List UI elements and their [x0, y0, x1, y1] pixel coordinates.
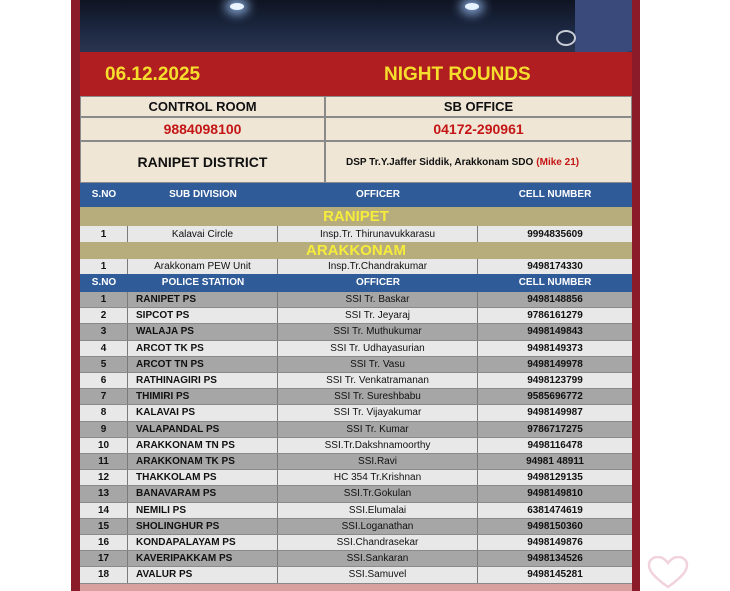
row-station: VALAPANDAL PS	[128, 422, 278, 437]
row-officer: SSI Tr. Jeyaraj	[278, 308, 478, 323]
row-cell: 94981 48911	[526, 456, 584, 468]
col-officer: OFFICER	[356, 277, 400, 288]
table-row	[80, 259, 632, 274]
row-sno: 11	[80, 454, 128, 469]
row-cell: 6381474619	[527, 504, 583, 516]
title-bar	[80, 52, 632, 96]
row-station: KONDAPALAYAM PS	[128, 535, 278, 550]
row-officer: SSI Tr. Udhayasurian	[278, 341, 478, 356]
table-row	[80, 292, 632, 308]
dsp-callsign: (Mike 21)	[536, 156, 580, 168]
row-officer: SSI Tr. Sureshbabu	[278, 389, 478, 404]
row-officer: SSI.Elumalai	[278, 503, 478, 518]
col-sub-division: SUB DIVISION	[169, 189, 237, 200]
row-station: ARCOT TK PS	[128, 341, 278, 356]
officer-silhouette	[575, 0, 632, 52]
table-row	[80, 389, 632, 405]
row-officer: SSI.Tr.Dakshnamoorthy	[278, 438, 478, 453]
row-officer: SSI.Chandrasekar	[278, 535, 478, 550]
col-police-station: POLICE STATION	[161, 277, 245, 288]
row-station: SHOLINGHUR PS	[128, 519, 278, 534]
row-station: ARAKKONAM TN PS	[128, 438, 278, 453]
row-officer: SSI Tr. Vasu	[278, 357, 478, 372]
district-name: RANIPET DISTRICT	[80, 141, 325, 183]
row-cell: 9498145281	[527, 569, 583, 581]
col-officer: OFFICER	[356, 189, 400, 200]
table-row	[80, 535, 632, 551]
table-row	[80, 438, 632, 454]
row-officer: SSI Tr. Kumar	[278, 422, 478, 437]
table-row	[80, 324, 632, 340]
row-station: KAVERIPAKKAM PS	[128, 551, 278, 566]
row-cell: 9498149987	[527, 407, 583, 419]
row-sno: 6	[80, 373, 128, 388]
row-cell: 9498149876	[527, 537, 583, 549]
station-table-header	[80, 274, 632, 292]
row-cell: 9498149978	[527, 358, 583, 370]
section-ranipet: RANIPET	[80, 207, 632, 226]
table-row	[80, 503, 632, 519]
row-cell: 9498129135	[527, 472, 583, 484]
row-sno: 1	[80, 226, 128, 242]
row-officer: SSI.Samuvel	[278, 567, 478, 582]
row-sno: 9	[80, 422, 128, 437]
row-station: RANIPET PS	[128, 292, 278, 307]
table-row	[80, 470, 632, 486]
row-cell: 9786161279	[527, 310, 583, 322]
row-station: KALAVAI PS	[128, 405, 278, 420]
row-station: WALAJA PS	[128, 324, 278, 339]
row-cell: 9585696772	[527, 391, 583, 403]
row-station: NEMILI PS	[128, 503, 278, 518]
table-row	[80, 551, 632, 567]
row-sno: 14	[80, 503, 128, 518]
row-station: BANAVARAM PS	[128, 486, 278, 501]
row-officer: SSI.Loganathan	[278, 519, 478, 534]
row-station: ARCOT TN PS	[128, 357, 278, 372]
row-sno: 1	[80, 259, 128, 274]
row-sno: 13	[80, 486, 128, 501]
footer-strip	[80, 584, 632, 591]
row-unit: Arakkonam PEW Unit	[128, 259, 278, 274]
handcuff-icon	[556, 30, 576, 46]
sb-office-label: SB OFFICE	[325, 96, 632, 117]
row-sno: 12	[80, 470, 128, 485]
table-row	[80, 341, 632, 357]
subdivision-table-header	[80, 183, 632, 207]
dsp-name: DSP Tr.Y.Jaffer Siddik, Arakkonam SDO	[346, 156, 534, 168]
row-cell: 9498148856	[527, 294, 583, 306]
row-officer: SSI.Sankaran	[278, 551, 478, 566]
police-vehicle-photo	[80, 0, 632, 52]
col-sno: S.NO	[91, 277, 117, 288]
row-station: RATHINAGIRI PS	[128, 373, 278, 388]
dsp-info	[325, 141, 632, 183]
heart-watermark-icon	[646, 556, 690, 590]
row-sno: 17	[80, 551, 128, 566]
row-officer: Insp.Tr.Chandrakumar	[278, 259, 478, 274]
row-officer: SSI Tr. Vijayakumar	[278, 405, 478, 420]
section-arakkonam: ARAKKONAM	[80, 242, 632, 259]
row-sno: 15	[80, 519, 128, 534]
table-row	[80, 519, 632, 535]
row-sno: 7	[80, 389, 128, 404]
row-station: THAKKOLAM PS	[128, 470, 278, 485]
row-officer: SSI.Tr.Gokulan	[278, 486, 478, 501]
table-row	[80, 567, 632, 583]
row-cell: 9498174330	[527, 261, 583, 272]
row-sno: 5	[80, 357, 128, 372]
row-officer: SSI Tr. Baskar	[278, 292, 478, 307]
row-station: AVALUR PS	[128, 567, 278, 582]
row-cell: 9498150360	[527, 520, 583, 532]
table-row	[80, 422, 632, 438]
table-row	[80, 373, 632, 389]
row-officer: SSI.Ravi	[278, 454, 478, 469]
table-row	[80, 486, 632, 502]
row-cell: 9498123799	[527, 375, 583, 387]
row-officer: Insp.Tr. Thirunavukkarasu	[278, 226, 478, 242]
date-label: 06.12.2025	[105, 64, 201, 85]
col-cell-number: CELL NUMBER	[518, 189, 592, 200]
row-cell: 9498149373	[527, 342, 583, 354]
row-sno: 1	[80, 292, 128, 307]
row-cell: 9786717275	[527, 423, 583, 435]
row-officer: SSI Tr. Muthukumar	[278, 324, 478, 339]
table-row	[80, 405, 632, 421]
headlight-left	[230, 3, 244, 10]
row-sno: 8	[80, 405, 128, 420]
row-sno: 3	[80, 324, 128, 339]
control-room-number: 9884098100	[80, 117, 325, 141]
row-cell: 9498134526	[527, 553, 583, 565]
table-row	[80, 226, 632, 242]
row-sno: 4	[80, 341, 128, 356]
col-sno: S.NO	[91, 189, 117, 200]
row-cell: 9498116478	[527, 439, 583, 451]
row-unit: Kalavai Circle	[128, 226, 278, 242]
row-station: ARAKKONAM TK PS	[128, 454, 278, 469]
control-room-label: CONTROL ROOM	[80, 96, 325, 117]
headlight-right	[465, 3, 479, 10]
row-sno: 18	[80, 567, 128, 582]
table-row	[80, 357, 632, 373]
row-sno: 10	[80, 438, 128, 453]
row-sno: 16	[80, 535, 128, 550]
page-title: NIGHT ROUNDS	[384, 64, 531, 85]
row-station: THIMIRI PS	[128, 389, 278, 404]
col-cell-number: CELL NUMBER	[518, 277, 592, 288]
table-row	[80, 454, 632, 470]
row-officer: SSI Tr. Venkatramanan	[278, 373, 478, 388]
sb-office-number: 04172-290961	[325, 117, 632, 141]
row-station: SIPCOT PS	[128, 308, 278, 323]
row-sno: 2	[80, 308, 128, 323]
row-officer: HC 354 Tr.Krishnan	[278, 470, 478, 485]
table-row	[80, 308, 632, 324]
row-cell: 9498149810	[527, 488, 583, 500]
row-cell: 9994835609	[527, 228, 583, 240]
row-cell: 9498149843	[527, 326, 583, 338]
